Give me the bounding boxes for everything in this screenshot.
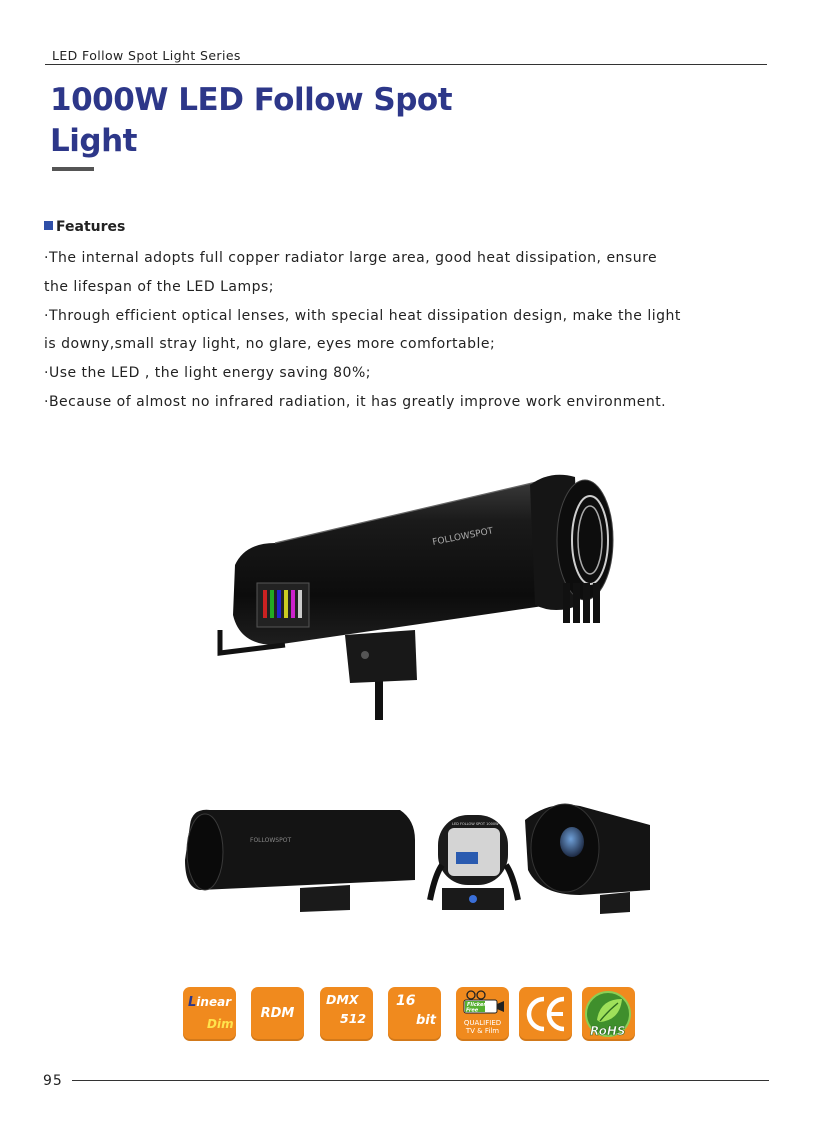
feature-line: ·Through efficient optical lenses, with special heat dissipation design, make the light [44,307,681,324]
ce-badge [519,987,572,1041]
product-photo [205,465,630,720]
rear-view-label: LED FOLLOW SPOT 1000W [452,822,499,826]
feature-line: ·Use the LED , the light energy saving 80%; [44,365,371,382]
rdm-badge: RDM [251,987,304,1041]
linear-dim-badge: Linear Dim [183,987,236,1041]
feature-line: ·The internal adopts full copper radiator large area, good heat dissipation, ensure [44,250,658,266]
product-views [180,800,650,915]
top-divider [45,64,767,65]
side-view [185,810,415,912]
front-view [525,804,650,914]
title-line-1: 1000W LED Follow Spot [50,82,453,118]
rear-view [430,815,518,910]
camera-icon [456,987,509,1019]
title-line-2: Light [50,123,137,159]
product-body-text: FOLLOWSPOT [431,526,495,548]
16bit-badge: 16 bit [388,987,441,1041]
feature-line: ·Because of almost no infrared radiation, it has greatly improve work environment. [44,393,667,410]
rohs-leaf-icon [582,987,635,1041]
bottom-divider [72,1080,769,1081]
features-heading [44,219,125,235]
svg-text:RoHS: RoHS [590,1024,626,1038]
square-bullet-icon [44,221,53,230]
flicker-free-badge: Flicker Free QUALIFIED TV & Film [456,987,509,1041]
title-underline [52,167,94,171]
features-list [44,244,744,417]
page-title [50,80,490,162]
side-view-text: FOLLOWSPOT [250,837,292,844]
dmx512-badge: DMX 512 [320,987,373,1041]
feature-line: the lifespan of the LED Lamps; [44,278,274,295]
ce-mark-icon [519,987,572,1041]
feature-line: is downy,small stray light, no glare, eyes more comfortable; [44,336,496,353]
series-label: LED Follow Spot Light Series [52,48,241,63]
svg-text:Flicker: Flicker [467,1002,486,1008]
page-number: 95 [43,1073,63,1089]
rohs-badge [582,987,635,1041]
features-heading-text: Features [56,219,126,235]
svg-text:Free: Free [466,1007,479,1014]
